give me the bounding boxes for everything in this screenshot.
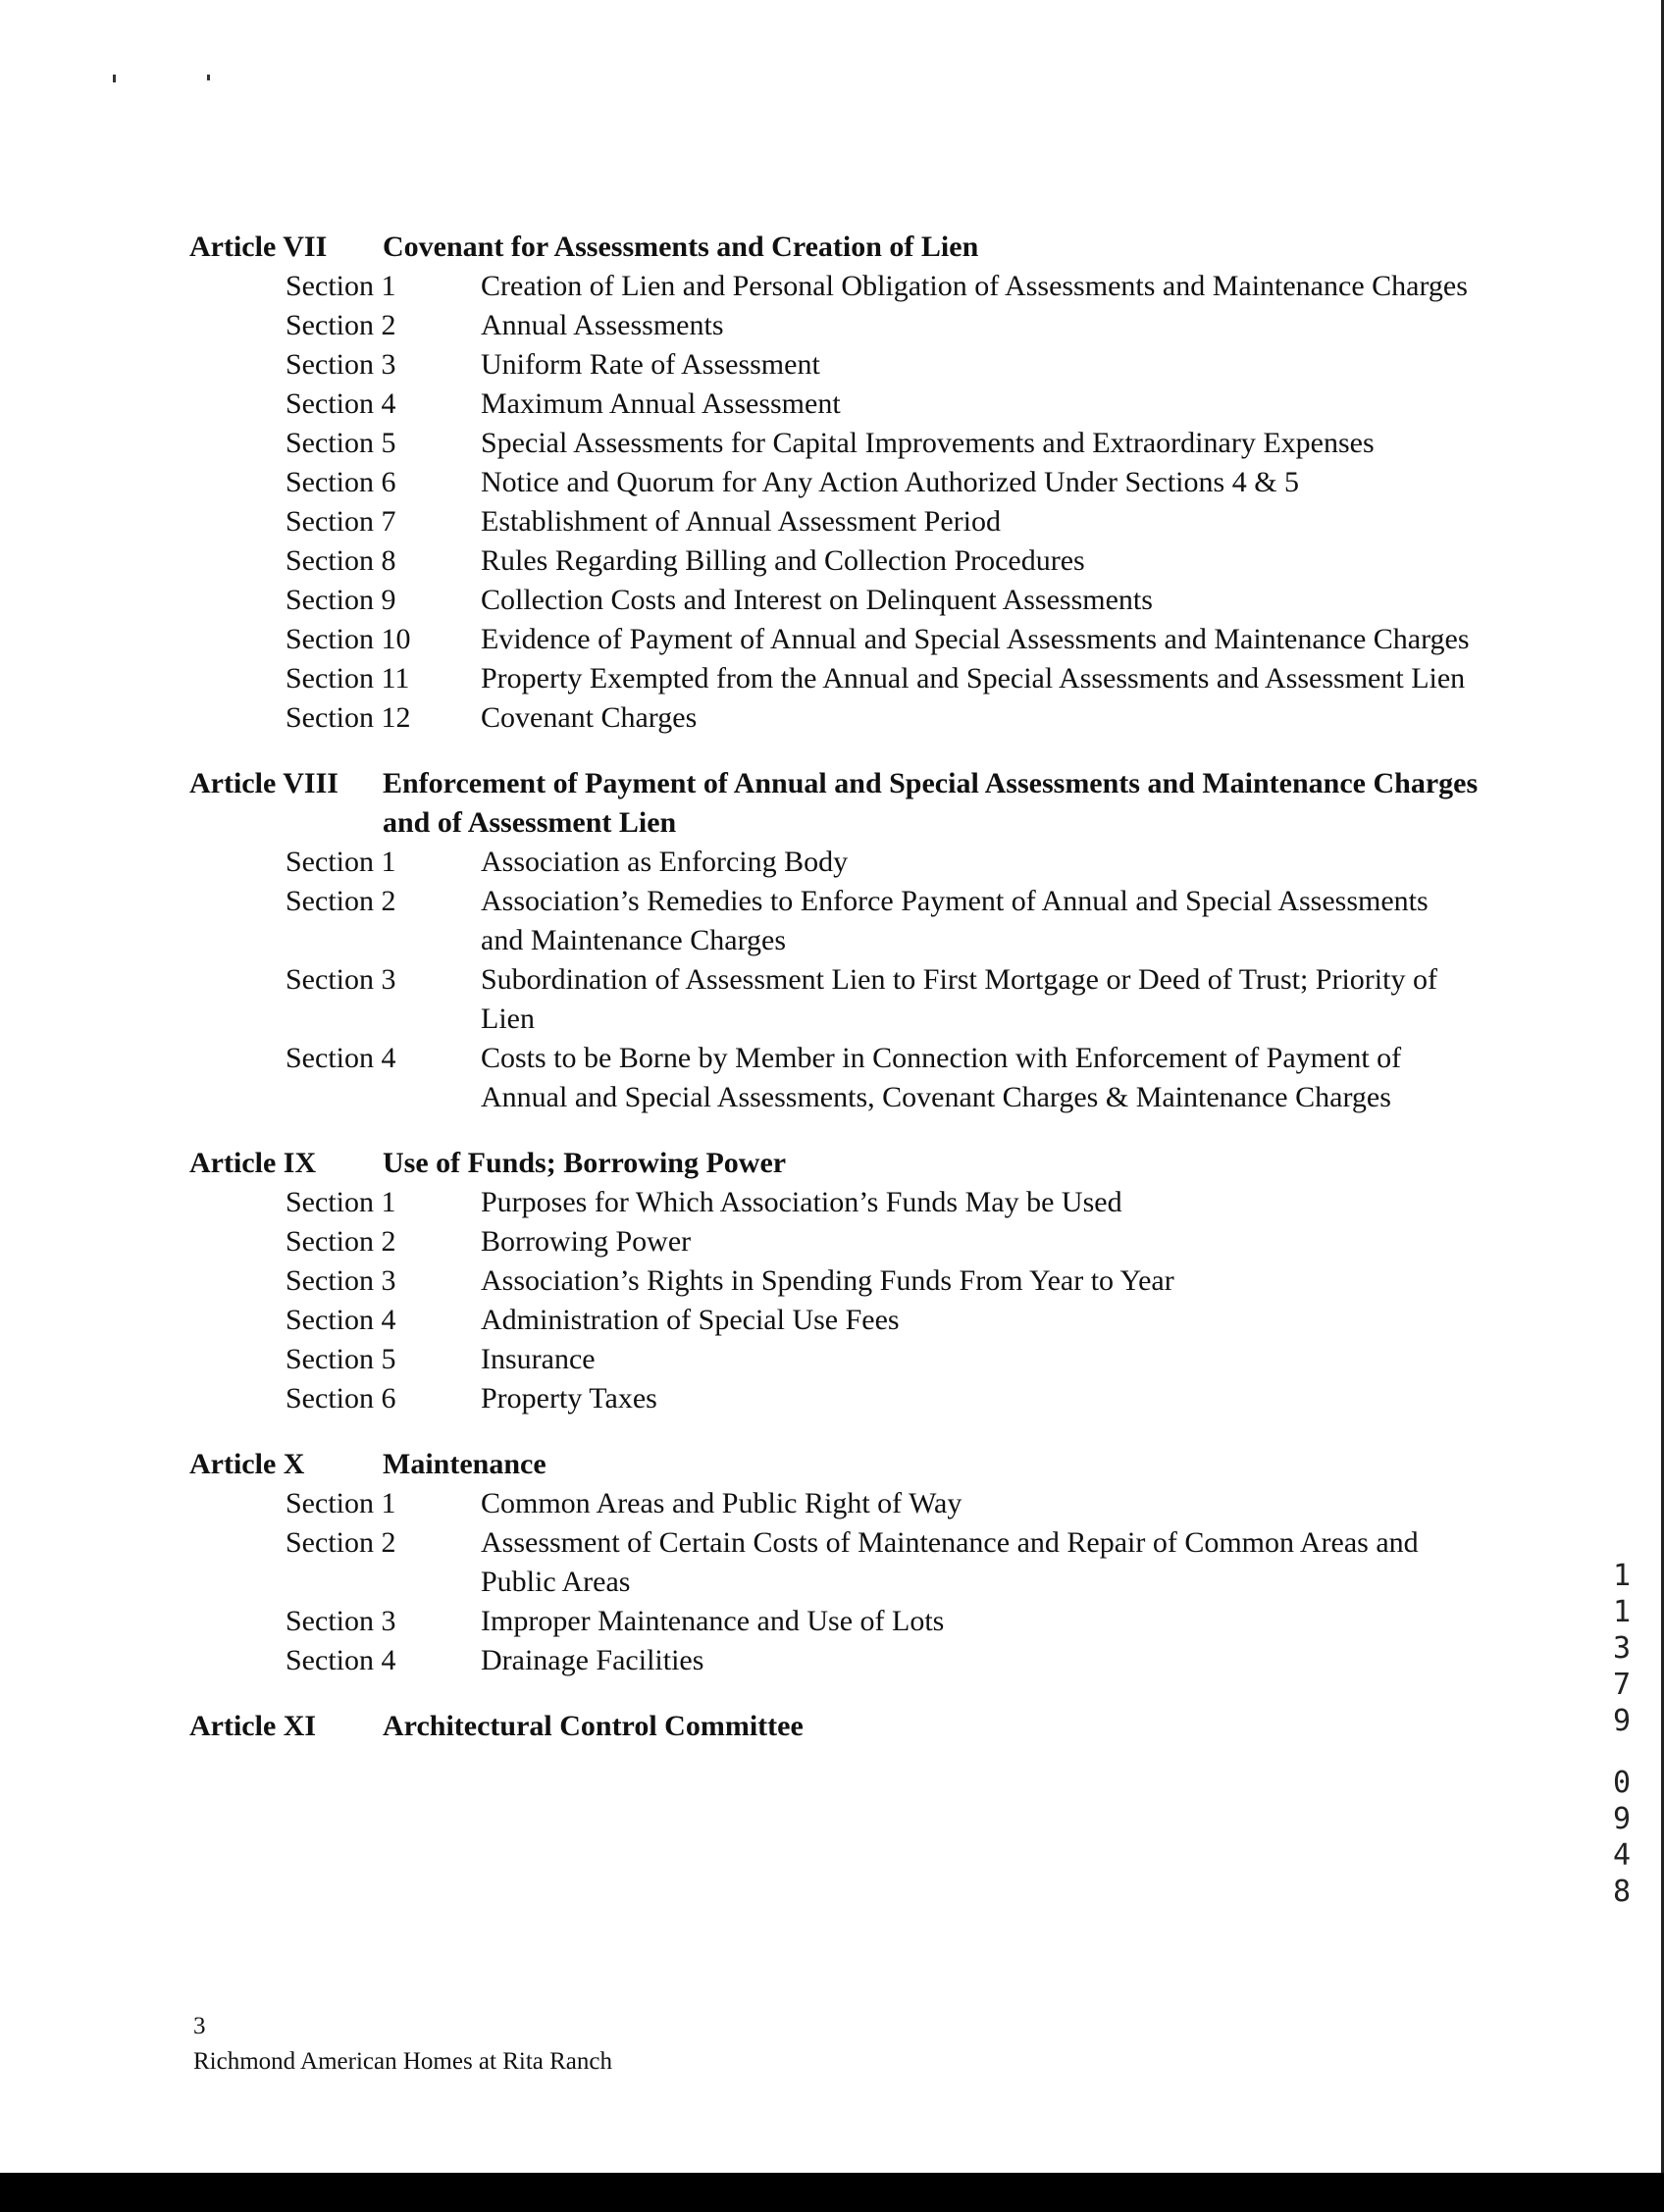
stamp-digit: 8: [1612, 1875, 1632, 1909]
section-title: Property Exempted from the Annual and Special Assessments and Assessment Lien: [481, 662, 1466, 694]
section-entry: [189, 541, 1484, 581]
document-name: Richmond American Homes at Rita Ranch: [193, 2048, 612, 2075]
section-title: Special Assessments for Capital Improvements and Extraordinary Expenses: [481, 427, 1375, 459]
section-label: Section 1: [286, 1487, 396, 1519]
article-label: Article IX: [189, 1147, 317, 1179]
section-label: Section 5: [286, 427, 396, 459]
section-entry: [189, 620, 1484, 659]
section-title: Costs to be Borne by Member in Connection with Enforcement of Payment of Annual and Special Assessments, Covenant Charges & Maintenance Charges: [481, 1042, 1402, 1113]
section-label: Section 9: [286, 584, 396, 616]
section-entry: [189, 581, 1484, 620]
section-title: Common Areas and Public Right of Way: [481, 1487, 962, 1519]
section-label: Section 2: [286, 1526, 396, 1559]
section-entry: [189, 385, 1484, 424]
table-of-contents: [189, 228, 1484, 1773]
section-label: Section 3: [286, 1264, 396, 1297]
article-title: Maintenance: [383, 1448, 546, 1480]
article-block: [189, 1144, 1484, 1418]
section-label: Section 8: [286, 544, 396, 577]
section-title: Collection Costs and Interest on Delinquent Assessments: [481, 584, 1153, 616]
section-entry: [189, 267, 1484, 306]
scan-artifact: [113, 75, 116, 82]
section-entry: [189, 1222, 1484, 1261]
section-entry: [189, 1641, 1484, 1680]
section-label: Section 3: [286, 1605, 396, 1637]
section-entry: [189, 424, 1484, 463]
section-list: [189, 267, 1484, 738]
section-title: Establishment of Annual Assessment Period: [481, 505, 1001, 538]
article-label: Article XI: [189, 1710, 317, 1742]
section-entry: [189, 1340, 1484, 1379]
section-label: Section 5: [286, 1343, 396, 1375]
section-title: Notice and Quorum for Any Action Authorized Under Sections 4 & 5: [481, 466, 1300, 498]
article-block: [189, 1445, 1484, 1680]
section-list: [189, 1183, 1484, 1418]
article-title: Covenant for Assessments and Creation of Lien: [383, 231, 979, 263]
section-label: Section 7: [286, 505, 396, 538]
section-entry: [189, 463, 1484, 502]
section-title: Assessment of Certain Costs of Maintenance and Repair of Common Areas and Public Areas: [481, 1526, 1419, 1598]
section-label: Section 1: [286, 270, 396, 302]
section-title: Covenant Charges: [481, 701, 698, 734]
section-entry: [189, 882, 1484, 960]
section-label: Section 2: [286, 885, 396, 917]
section-title: Annual Assessments: [481, 309, 724, 341]
section-title: Subordination of Assessment Lien to First Mortgage or Deed of Trust; Priority of Lien: [481, 963, 1437, 1035]
stamp-digit: 9: [1612, 1802, 1632, 1836]
section-label: Section 4: [286, 1042, 396, 1074]
section-label: Section 6: [286, 466, 396, 498]
scan-artifact: [207, 75, 210, 80]
section-entry: [189, 659, 1484, 698]
section-label: Section 2: [286, 309, 396, 341]
article-heading: [189, 228, 1484, 267]
section-entry: [189, 960, 1484, 1039]
article-heading: [189, 1707, 1484, 1746]
section-label: Section 12: [286, 701, 411, 734]
section-title: Administration of Special Use Fees: [481, 1304, 900, 1336]
stamp-digit: 1: [1612, 1559, 1632, 1593]
section-title: Purposes for Which Association’s Funds May be Used: [481, 1186, 1122, 1218]
article-block: [189, 764, 1484, 1117]
section-entry: [189, 1183, 1484, 1222]
stamp-gap: [1609, 1739, 1635, 1765]
section-title: Evidence of Payment of Annual and Special Assessments and Maintenance Charges: [481, 623, 1470, 655]
section-title: Creation of Lien and Personal Obligation of Assessments and Maintenance Charges: [481, 270, 1468, 302]
section-list: [189, 1484, 1484, 1680]
section-title: Uniform Rate of Assessment: [481, 348, 820, 381]
section-title: Association as Enforcing Body: [481, 846, 849, 878]
section-title: Association’s Rights in Spending Funds From Year to Year: [481, 1264, 1174, 1297]
article-title: Use of Funds; Borrowing Power: [383, 1147, 787, 1179]
section-entry: [189, 1523, 1484, 1602]
section-title: Insurance: [481, 1343, 596, 1375]
article-heading: [189, 1445, 1484, 1484]
page-number: 3: [193, 2013, 206, 2039]
section-label: Section 1: [286, 1186, 396, 1218]
section-label: Section 10: [286, 623, 411, 655]
section-label: Section 3: [286, 348, 396, 381]
section-entry: [189, 1039, 1484, 1117]
section-label: Section 2: [286, 1225, 396, 1258]
scan-bottom-border: [0, 2173, 1664, 2212]
article-title: Architectural Control Committee: [383, 1710, 804, 1742]
section-list: [189, 843, 1484, 1117]
article-block: [189, 1707, 1484, 1746]
stamp-digit: 4: [1612, 1838, 1632, 1873]
section-entry: [189, 1484, 1484, 1523]
section-label: Section 11: [286, 662, 410, 694]
section-label: Section 4: [286, 387, 396, 420]
page-footer: [193, 2009, 612, 2080]
article-block: [189, 228, 1484, 738]
section-label: Section 3: [286, 963, 396, 996]
section-title: Maximum Annual Assessment: [481, 387, 841, 420]
section-title: Borrowing Power: [481, 1225, 692, 1258]
stamp-digit: 7: [1612, 1668, 1632, 1702]
article-label: Article X: [189, 1448, 305, 1480]
section-entry: [189, 698, 1484, 738]
section-label: Section 6: [286, 1382, 396, 1415]
section-entry: [189, 1301, 1484, 1340]
section-entry: [189, 345, 1484, 385]
section-title: Improper Maintenance and Use of Lots: [481, 1605, 945, 1637]
article-label: Article VIII: [189, 767, 338, 799]
section-entry: [189, 1379, 1484, 1418]
section-label: Section 4: [286, 1644, 396, 1676]
recording-stamp: [1609, 1558, 1635, 1910]
section-title: Drainage Facilities: [481, 1644, 704, 1676]
section-label: Section 4: [286, 1304, 396, 1336]
article-title: Enforcement of Payment of Annual and Special Assessments and Maintenance Charges and of Assessment Lien: [383, 767, 1479, 839]
stamp-digit: 3: [1612, 1631, 1632, 1666]
article-heading: [189, 764, 1484, 843]
section-entry: [189, 306, 1484, 345]
stamp-digit: 9: [1612, 1704, 1632, 1738]
section-entry: [189, 843, 1484, 882]
section-entry: [189, 1261, 1484, 1301]
section-title: Rules Regarding Billing and Collection Procedures: [481, 544, 1085, 577]
section-title: Property Taxes: [481, 1382, 657, 1415]
article-heading: [189, 1144, 1484, 1183]
section-entry: [189, 1602, 1484, 1641]
stamp-digit: 0: [1612, 1766, 1632, 1800]
section-label: Section 1: [286, 846, 396, 878]
section-entry: [189, 502, 1484, 541]
stamp-digit: 1: [1612, 1595, 1632, 1629]
article-label: Article VII: [189, 231, 328, 263]
section-title: Association’s Remedies to Enforce Payment of Annual and Special Assessments and Maintenance Charges: [481, 885, 1429, 956]
